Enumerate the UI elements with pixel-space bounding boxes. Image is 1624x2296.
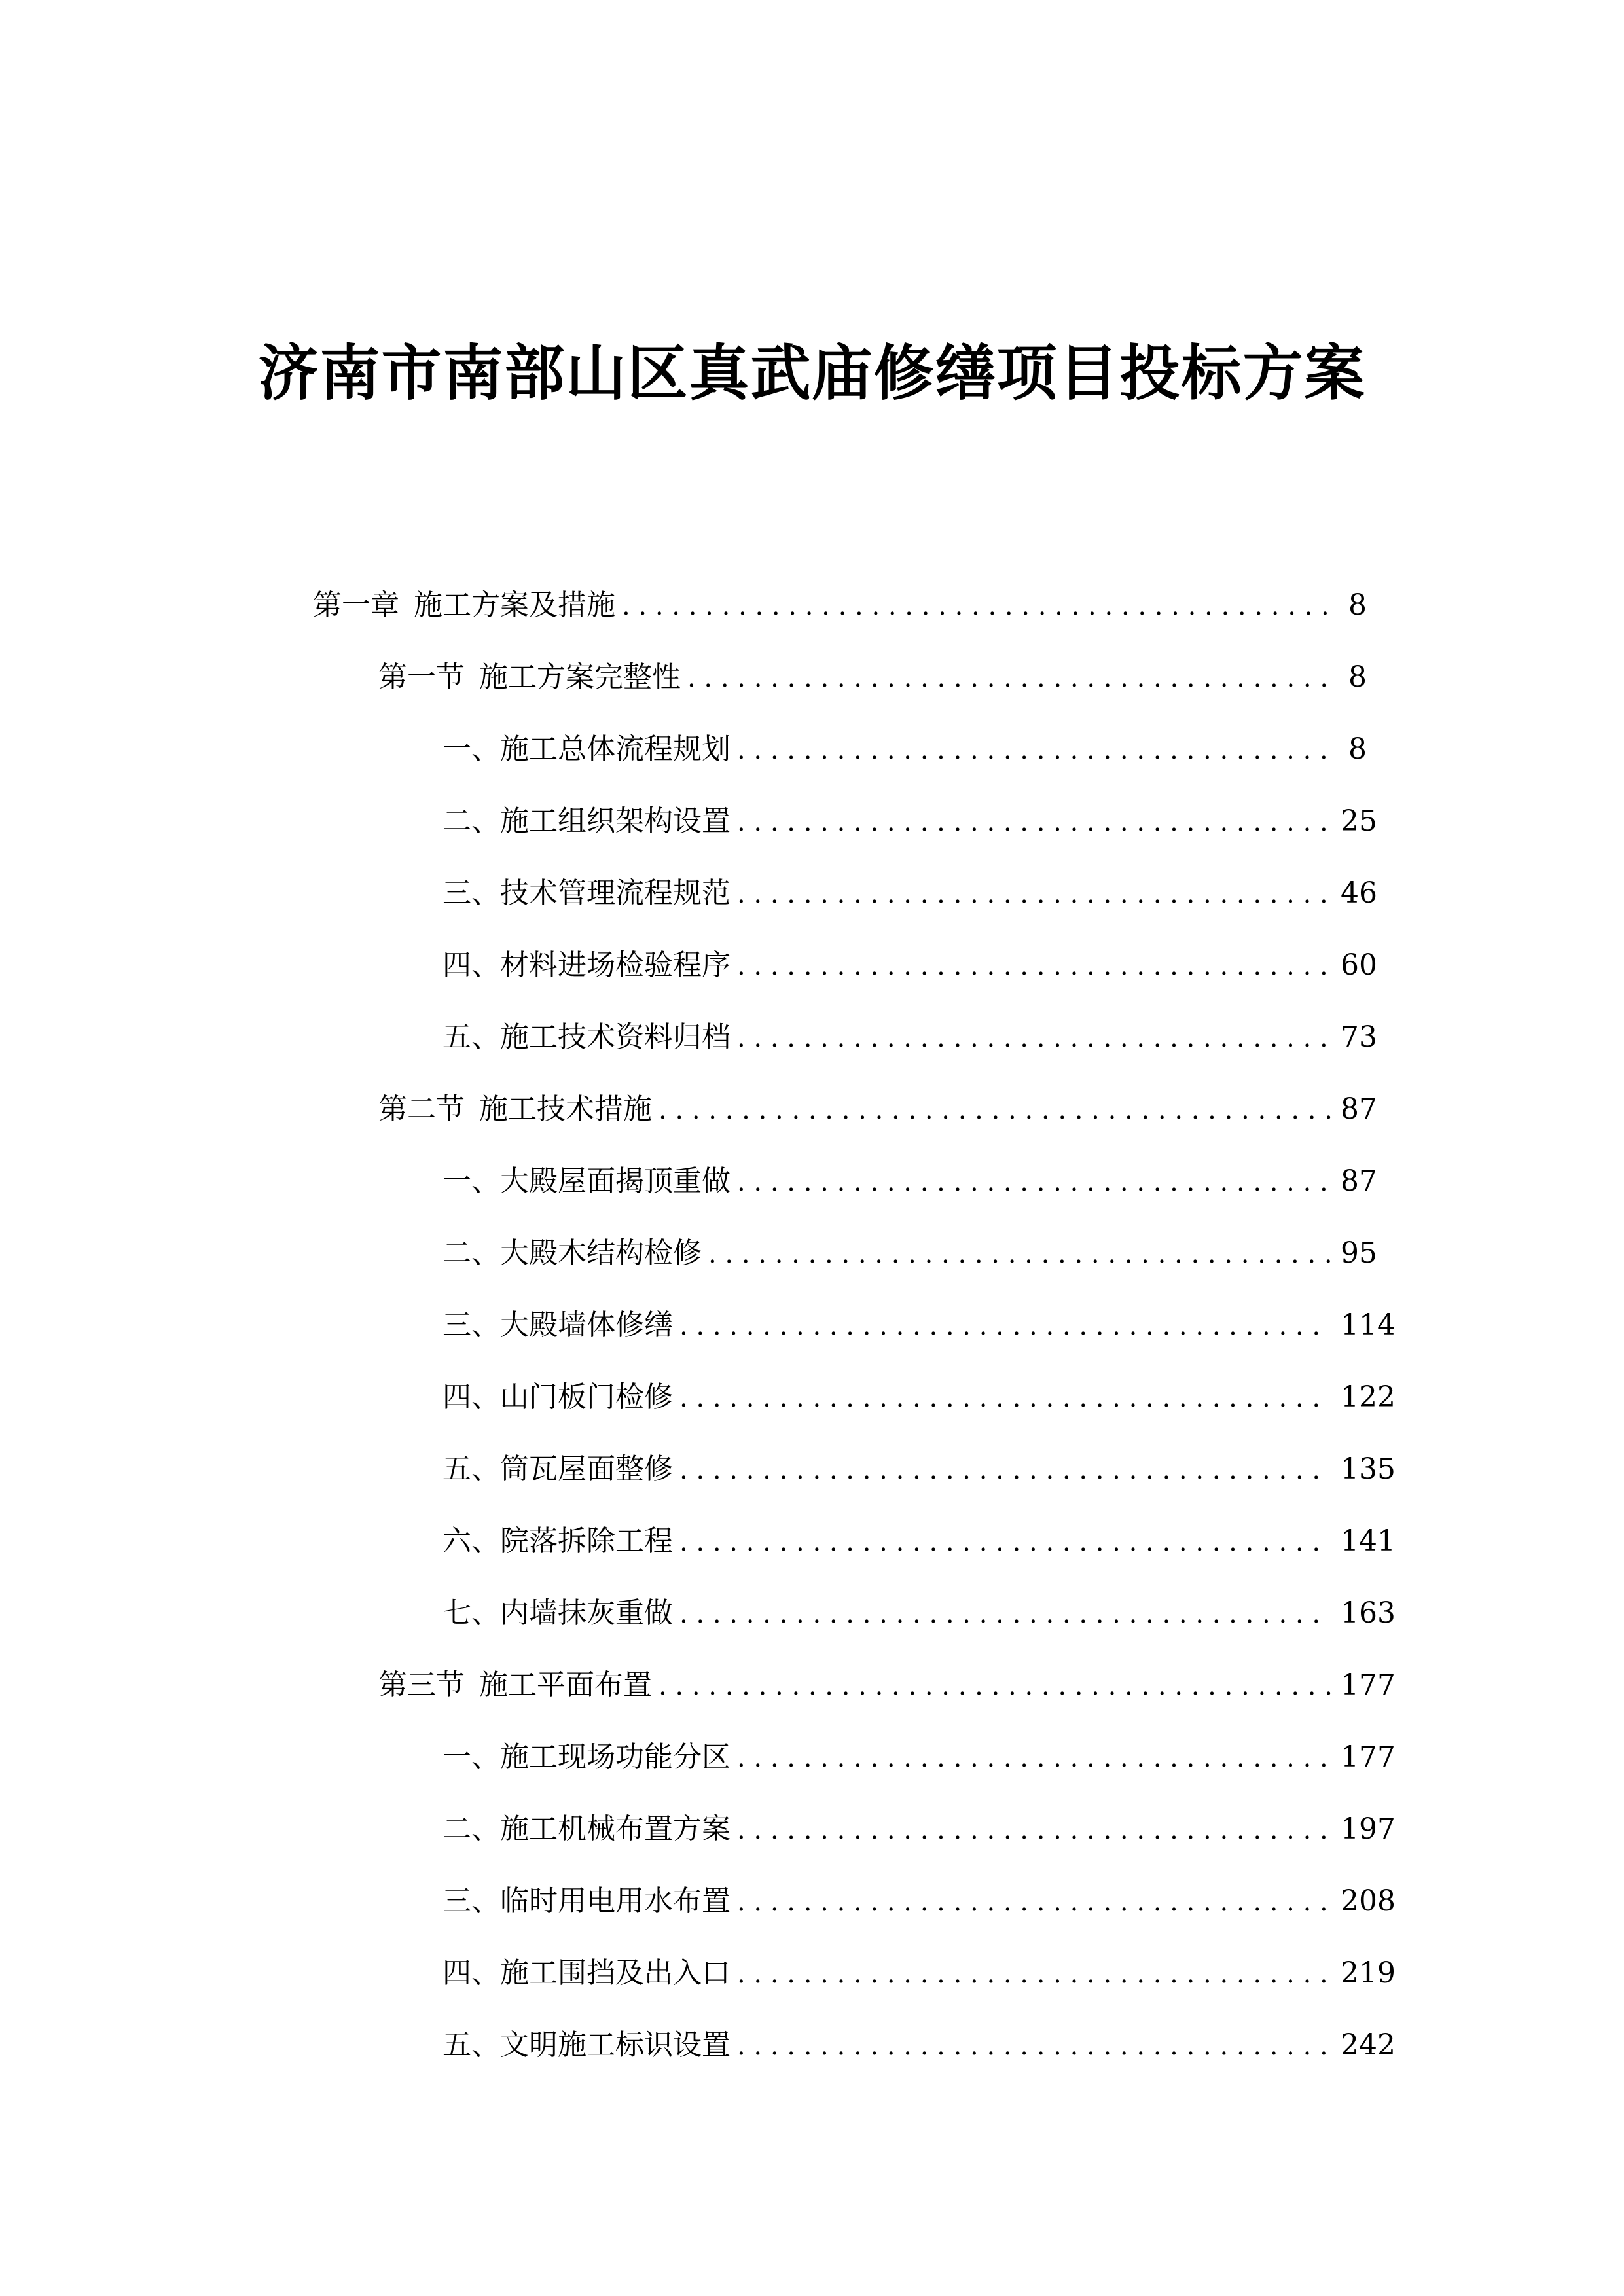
toc-entry-label: 文明施工标识设置 <box>500 2028 731 2062</box>
toc-entry-number: 第一节 <box>378 660 465 694</box>
toc-entry-page: 208 <box>1341 1884 1396 1918</box>
toc-entry-label: 施工技术措施 <box>479 1092 652 1126</box>
toc-dot-leader <box>737 714 1331 786</box>
toc-entry-number: 一、 <box>442 1164 500 1198</box>
toc-entry-label: 山门板门检修 <box>500 1380 673 1414</box>
toc-dot-leader <box>737 786 1331 858</box>
toc-entry-page: 95 <box>1341 1236 1377 1270</box>
toc-entry-section-1[interactable] <box>378 641 1367 713</box>
toc-entry-page: 242 <box>1341 2028 1396 2062</box>
toc-entry-label: 施工机械布置方案 <box>500 1812 731 1846</box>
toc-entry-page: 8 <box>1348 660 1367 694</box>
toc-entry-label: 院落拆除工程 <box>500 1524 673 1558</box>
toc-entry-page: 141 <box>1341 1524 1396 1558</box>
toc-entry-page: 122 <box>1341 1380 1396 1414</box>
toc-entry-item[interactable] <box>442 785 1377 857</box>
toc-dot-leader <box>659 1074 1331 1146</box>
toc-dot-leader <box>679 1506 1331 1578</box>
toc-entry-number: 二、 <box>442 804 500 838</box>
toc-entry-number: 一、 <box>442 732 500 766</box>
toc-entry-page: 87 <box>1341 1092 1377 1126</box>
toc-entry-page: 60 <box>1341 948 1377 982</box>
toc-entry-item[interactable] <box>442 1937 1396 2009</box>
toc-dot-leader <box>737 858 1331 930</box>
toc-entry-label: 材料进场检验程序 <box>500 948 731 982</box>
toc-entry-item[interactable] <box>442 1721 1396 1793</box>
toc-entry-label: 施工方案及措施 <box>414 588 615 622</box>
toc-entry-page: 197 <box>1341 1812 1396 1846</box>
toc-entry-number: 二、 <box>442 1812 500 1846</box>
toc-entry-number: 五、 <box>442 1020 500 1054</box>
toc-dot-leader <box>737 1794 1331 1866</box>
toc-entry-page: 8 <box>1348 588 1367 622</box>
toc-entry-number: 五、 <box>442 1452 500 1486</box>
toc-entry-page: 135 <box>1341 1452 1396 1486</box>
toc-dot-leader <box>679 1290 1331 1362</box>
toc-entry-label: 大殿墙体修缮 <box>500 1308 673 1342</box>
toc-entry-page: 46 <box>1341 876 1377 910</box>
toc-entry-number: 三、 <box>442 876 500 910</box>
toc-entry-number: 四、 <box>442 948 500 982</box>
toc-entry-label: 施工围挡及出入口 <box>500 1956 731 1990</box>
toc-dot-leader <box>622 570 1331 642</box>
toc-dot-leader <box>737 2010 1331 2082</box>
toc-entry-label: 大殿木结构检修 <box>500 1236 702 1270</box>
toc-entry-label: 大殿屋面揭顶重做 <box>500 1164 731 1198</box>
toc-dot-leader <box>708 1218 1331 1290</box>
toc-entry-label: 筒瓦屋面整修 <box>500 1452 673 1486</box>
toc-dot-leader <box>737 1866 1331 1938</box>
toc-entry-page: 177 <box>1341 1740 1396 1774</box>
toc-entry-chapter-1[interactable] <box>313 569 1367 641</box>
toc-entry-page: 219 <box>1341 1956 1396 1990</box>
toc-entry-number: 三、 <box>442 1884 500 1918</box>
toc-entry-number: 第三节 <box>378 1668 465 1702</box>
toc-entry-item[interactable] <box>442 2009 1396 2081</box>
toc-entry-page: 73 <box>1341 1020 1377 1054</box>
toc-dot-leader <box>737 1938 1331 2010</box>
toc-entry-number: 四、 <box>442 1956 500 1990</box>
toc-entry-item[interactable] <box>442 1145 1377 1217</box>
toc-entry-page: 25 <box>1341 804 1377 838</box>
toc-entry-page: 8 <box>1348 732 1367 766</box>
toc-entry-label: 施工组织架构设置 <box>500 804 731 838</box>
toc-entry-page: 114 <box>1341 1308 1396 1342</box>
toc-entry-number: 七、 <box>442 1596 500 1630</box>
toc-entry-item[interactable] <box>442 1433 1396 1505</box>
toc-entry-item[interactable] <box>442 1577 1396 1649</box>
toc-dot-leader <box>737 1146 1331 1218</box>
toc-entry-label: 施工总体流程规划 <box>500 732 731 766</box>
toc-entry-label: 临时用电用水布置 <box>500 1884 731 1918</box>
toc-entry-item[interactable] <box>442 1505 1396 1577</box>
toc-dot-leader <box>679 1578 1331 1650</box>
toc-entry-number: 三、 <box>442 1308 500 1342</box>
toc-entry-item[interactable] <box>442 1217 1377 1289</box>
toc-entry-item[interactable] <box>442 929 1377 1001</box>
document-title: 济南市南部山区真武庙修缮项目投标方案 <box>258 338 1366 408</box>
toc-entry-label: 施工方案完整性 <box>479 660 681 694</box>
toc-entry-label: 施工技术资料归档 <box>500 1020 731 1054</box>
toc-entry-page: 163 <box>1341 1596 1396 1630</box>
toc-entry-item[interactable] <box>442 857 1377 929</box>
toc-entry-number: 六、 <box>442 1524 500 1558</box>
toc-entry-label: 技术管理流程规范 <box>500 876 731 910</box>
toc-dot-leader <box>679 1434 1331 1506</box>
toc-entry-page: 177 <box>1341 1668 1396 1702</box>
toc-dot-leader <box>687 642 1331 714</box>
toc-entry-item[interactable] <box>442 1865 1396 1937</box>
toc-entry-item[interactable] <box>442 1793 1396 1865</box>
toc-dot-leader <box>679 1362 1331 1434</box>
toc-entry-number: 五、 <box>442 2028 500 2062</box>
toc-entry-label: 施工平面布置 <box>479 1668 652 1702</box>
toc-entry-number: 第二节 <box>378 1092 465 1126</box>
toc-entry-number: 二、 <box>442 1236 500 1270</box>
toc-entry-page: 87 <box>1341 1164 1377 1198</box>
toc-entry-number: 第一章 <box>313 588 399 622</box>
toc-entry-label: 内墙抹灰重做 <box>500 1596 673 1630</box>
toc-entry-number: 四、 <box>442 1380 500 1414</box>
toc-entry-item[interactable] <box>442 713 1367 785</box>
toc-dot-leader <box>659 1650 1331 1722</box>
toc-dot-leader <box>737 1002 1331 1074</box>
toc-entry-section-2[interactable] <box>378 1073 1377 1145</box>
toc-entry-label: 施工现场功能分区 <box>500 1740 731 1774</box>
toc-dot-leader <box>737 1722 1331 1794</box>
toc-dot-leader <box>737 930 1331 1002</box>
toc-entry-item[interactable] <box>442 1289 1396 1361</box>
toc-entry-item[interactable] <box>442 1001 1377 1073</box>
toc-entry-item[interactable] <box>442 1361 1396 1433</box>
toc-entry-number: 一、 <box>442 1740 500 1774</box>
toc-entry-section-3[interactable] <box>378 1649 1396 1721</box>
